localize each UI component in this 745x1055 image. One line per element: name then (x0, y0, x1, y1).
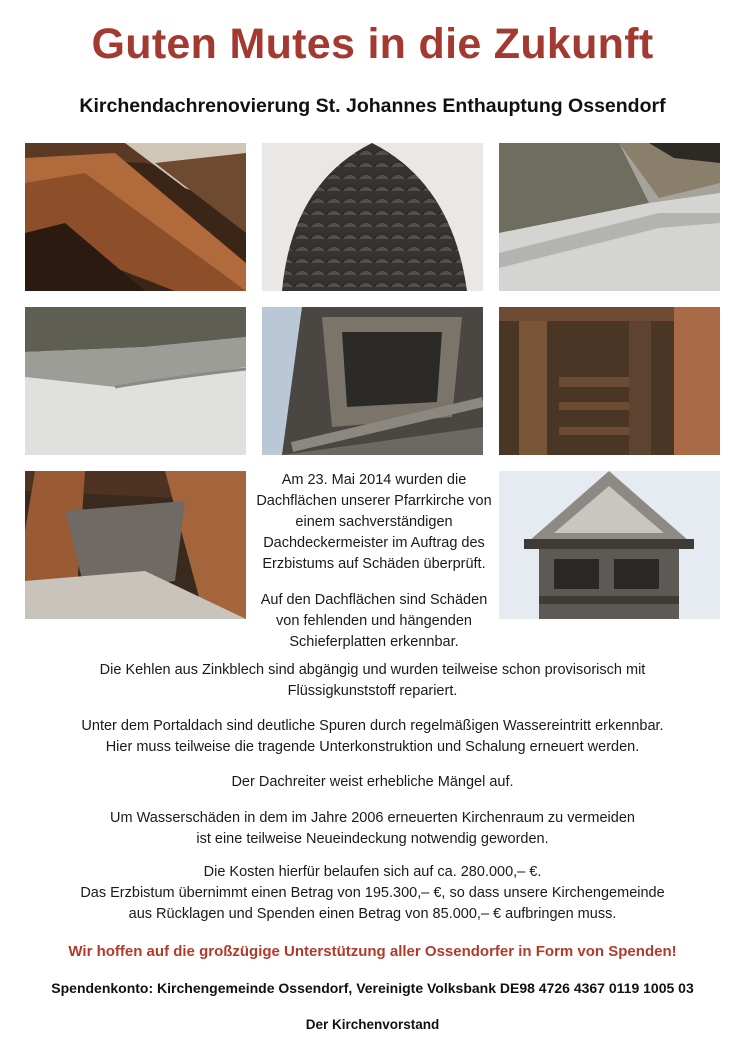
roof-beams-photo (25, 143, 246, 291)
text-line: Flüssigkunststoff repariert. (287, 683, 458, 699)
bell-turret-window-photo (262, 307, 483, 455)
roof-turret-photo (499, 471, 720, 619)
text-line: Hier muss teilweise die tragende Unterkonstruktion und Schalung erneuert werden. (105, 739, 640, 755)
text-line: Die Kosten hierfür belaufen sich auf ca. 280.000,– €. (203, 864, 542, 880)
zinc-gutter-photo (499, 143, 720, 291)
water-damage-paragraph (0, 808, 745, 850)
portal-roof-paragraph (0, 716, 745, 758)
roof-valley-photo (25, 307, 246, 455)
text-line: Unter dem Portaldach sind deutliche Spuren durch regelmäßigen Wassereintritt erkennbar. (81, 718, 664, 734)
page-title: Guten Mutes in die Zukunft (91, 20, 654, 68)
damaged-beam-photo (25, 471, 246, 619)
slate-tower-photo (262, 143, 483, 291)
signature: Der Kirchenvorstand (305, 1017, 440, 1032)
text-line: Die Kehlen aus Zinkblech sind abgängig und wurden teilweise schon provisorisch mit (99, 662, 646, 678)
donation-appeal: Wir hoffen auf die großzügige Unterstützung aller Ossendorfer in Form von Spenden! (68, 943, 677, 960)
damage-paragraph: Auf den Dachflächen sind Schäden von fehlenden und hängenden Schieferplatten erkennbar. (260, 592, 488, 650)
inspection-text (251, 470, 497, 668)
text-line: ist eine teilweise Neueindeckung notwendig geworden. (196, 831, 549, 847)
text-line: Um Wasserschäden in dem im Jahre 2006 erneuerten Kirchenraum zu vermeiden (110, 810, 635, 826)
page-subtitle: Kirchendachrenovierung St. Johannes Enthauptung Ossendorf (79, 95, 666, 117)
text-line: Das Erzbistum übernimmt einen Betrag von 195.300,– €, so dass unsere Kirchengemeinde (80, 885, 665, 901)
text-line: Der Dachreiter weist erhebliche Mängel auf. (231, 774, 514, 790)
timber-structure-photo (499, 307, 720, 455)
costs-paragraph (0, 862, 745, 925)
zinc-valley-paragraph (0, 660, 745, 702)
turret-paragraph (0, 772, 745, 793)
donation-account: Spendenkonto: Kirchengemeinde Ossendorf, Vereinigte Volksbank DE98 4726 4367 0119 1005 03 (51, 980, 694, 996)
text-line: aus Rücklagen und Spenden einen Betrag von 85.000,– € aufbringen muss. (128, 906, 617, 922)
inspection-paragraph: Am 23. Mai 2014 wurden die Dachflächen unserer Pfarrkirche von einem sachverständigen Dachdeckermeister im Auftrag des Erzbistums auf Schäden überprüft. (256, 472, 492, 572)
